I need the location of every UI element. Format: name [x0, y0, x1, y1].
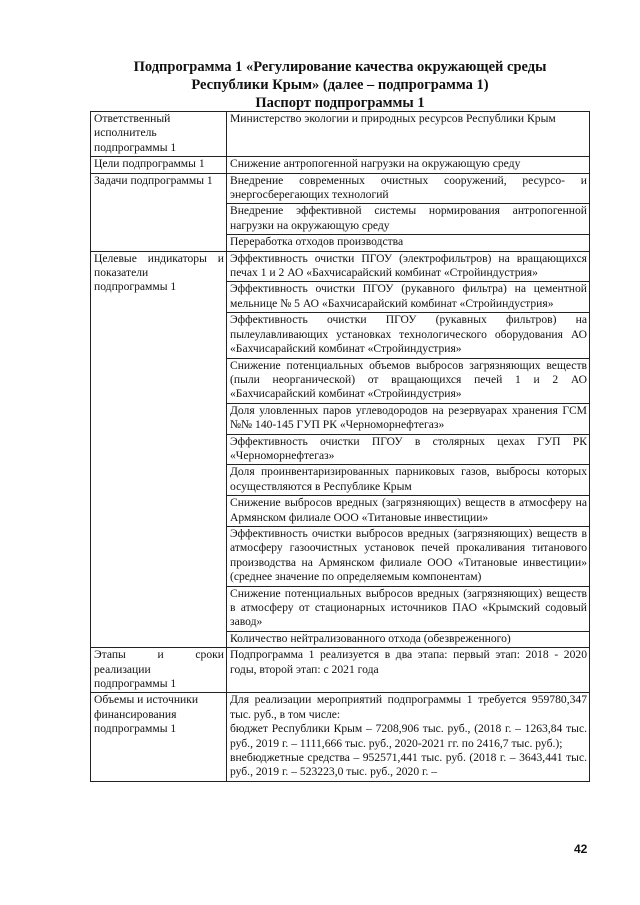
row-value: Снижение антропогенной нагрузки на окружающую среду — [227, 157, 590, 173]
indicator-item: Эффективность очистки выбросов вредных (загрязняющих) веществ в атмосферу газоочистных установок печей прокаливания титанового производства на Армянском филиале ООО «Титановые инвестиции» (среднее значение по определяемым компонентам) — [227, 526, 590, 586]
indicator-item: Эффективность очистки ПГОУ (электрофильтров) на вращающихся печах 1 и 2 АО «Бахчисарайский комбинат «Стройиндустрия» — [227, 251, 590, 282]
table-row — [91, 648, 590, 693]
table-row — [91, 251, 590, 282]
indicator-item: Эффективность очистки ПГОУ (рукавных фильтров) на пылеулавливающих установках технологического оборудования АО «Бахчисарайский комбинат «Стройиндустрия» — [227, 313, 590, 358]
indicator-item: Доля уловленных паров углеводородов на резервуарах хранения ГСМ №№ 140-145 ГУП РК «Черноморнефтегаз» — [227, 403, 590, 434]
task-item: Переработка отходов производства — [227, 235, 590, 251]
task-item: Внедрение современных очистных сооружений, ресурсо- и энергосберегающих технологий — [227, 173, 590, 204]
passport-heading: Паспорт подпрограммы 1 — [255, 95, 425, 111]
indicator-item: Доля проинвентаризированных парниковых газов, выбросы которых осуществляются в Республике Крым — [227, 465, 590, 496]
indicator-item: Количество нейтрализованного отхода (обезвреженного) — [227, 631, 590, 647]
indicator-item: Эффективность очистки ПГОУ (рукавного фильтра) на цементной мельнице № 5 АО «Бахчисарайский комбинат «Стройиндустрия» — [227, 282, 590, 313]
row-label: Целевые индикаторы и показатели подпрограммы 1 — [91, 251, 227, 648]
financing-cell — [227, 693, 590, 781]
row-label: Ответственный исполнитель подпрограммы 1 — [91, 112, 227, 157]
task-item: Внедрение эффективной системы нормирования антропогенной нагрузки на окружающую среду — [227, 204, 590, 235]
table-row — [91, 112, 590, 157]
row-value: Подпрограмма 1 реализуется в два этапа: первый этап: 2018 - 2020 годы, второй этап: с 2021 года — [227, 648, 590, 693]
financing-extrabudget: внебюджетные средства – 952571,441 тыс. руб. (2018 г. – 3643,441 тыс. руб., 2019 г. – 523223,0 тыс. руб., 2020 г. – — [230, 751, 587, 779]
indicator-item: Эффективность очистки ПГОУ в столярных цехах ГУП РК «Черноморнефтегаз» — [227, 434, 590, 465]
table-row — [91, 173, 590, 204]
row-label: Объемы и источники финансирования подпрограммы 1 — [91, 693, 227, 781]
indicator-item: Снижение выбросов вредных (загрязняющих) веществ в атмосферу на Армянском филиале ООО «Титановые инвестиции» — [227, 496, 590, 527]
subprogram-title-line1: Подпрограмма 1 «Регулирование качества окружающей среды — [133, 59, 547, 75]
passport-table — [90, 111, 590, 782]
subprogram-title-line2: Республики Крым» (далее – подпрограмма 1) — [191, 77, 489, 93]
financing-budget: бюджет Республики Крым – 7208,906 тыс. руб., (2018 г. – 1263,84 тыс. руб., 2019 г. – 1111,666 тыс. руб., 2020-2021 гг. по 2416,7 тыс. руб.); — [230, 722, 587, 750]
indicator-item: Снижение потенциальных выбросов вредных (загрязняющих) веществ в атмосферу от стационарных источников ПАО «Крымский содовый завод» — [227, 586, 590, 631]
row-label: Задачи подпрограммы 1 — [91, 173, 227, 251]
table-row — [91, 157, 590, 173]
row-label: Цели подпрограммы 1 — [91, 157, 227, 173]
indicator-item: Снижение потенциальных объемов выбросов загрязняющих веществ (пыли неорганической) от вращающихся печей 1 и 2 АО «Бахчисарайский комбинат «Стройиндустрия» — [227, 358, 590, 403]
page-number: 42 — [574, 842, 588, 856]
table-row — [91, 693, 590, 781]
financing-total: Для реализации мероприятий подпрограммы 1 требуется 959780,347 тыс. руб., в том числе: — [230, 693, 587, 721]
row-value: Министерство экологии и природных ресурсов Республики Крым — [227, 112, 590, 157]
row-label: Этапы и сроки реализации подпрограммы 1 — [91, 648, 227, 693]
